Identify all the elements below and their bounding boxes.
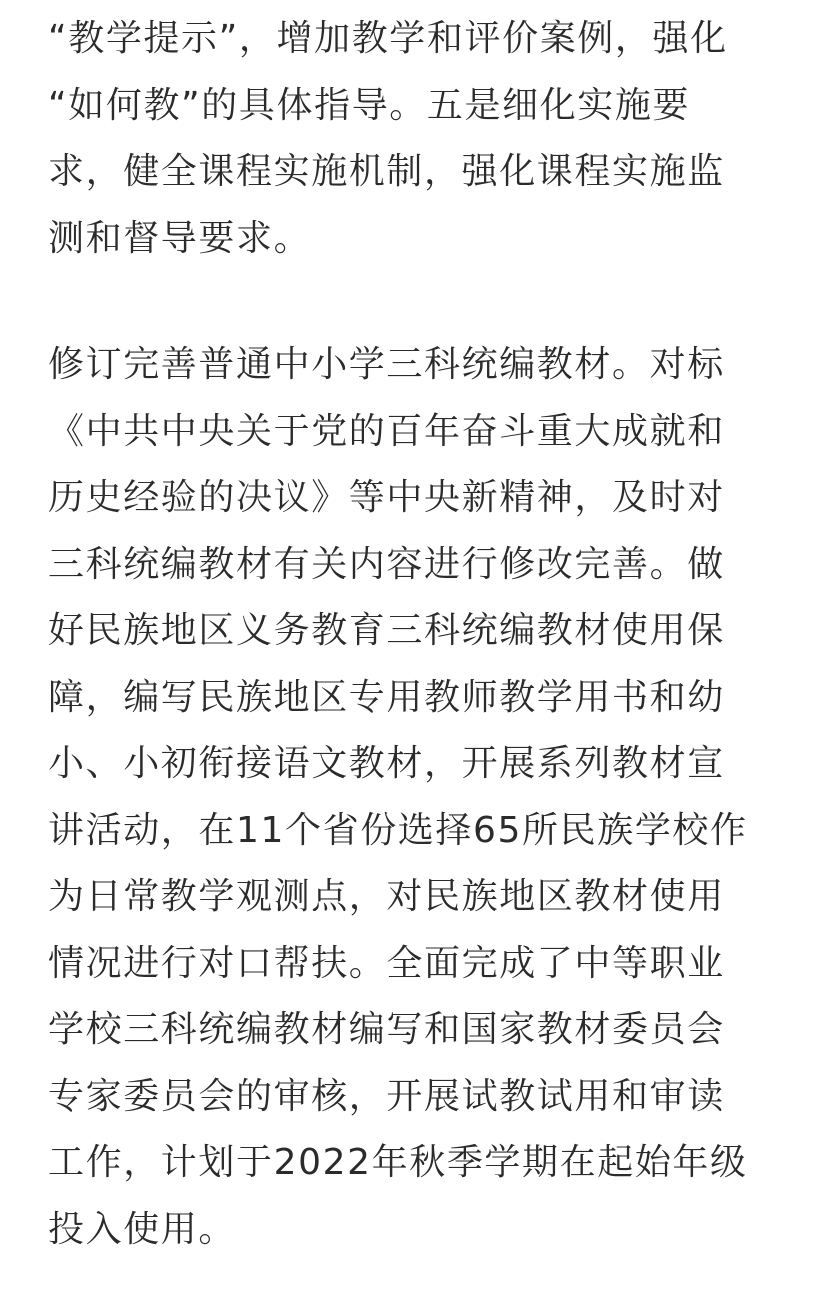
text-line: 为日常教学观测点，对民族地区教材使用 xyxy=(48,876,725,917)
text-line: 好民族地区义务教育三科统编教材使用保 xyxy=(48,610,725,651)
text-line: 投入使用。 xyxy=(48,1208,237,1250)
text-line: 情况进行对口帮扶。全面完成了中等职业 xyxy=(48,942,725,984)
text-line: 障，编写民族地区专用教师教学用书和幼 xyxy=(48,676,725,718)
text-line: 求，健全课程实施机制，强化课程实施监 xyxy=(48,151,725,192)
text-line: “如何教”的具体指导。五是细化实施要 xyxy=(48,84,691,126)
text-line: 《中共中央关于党的百年奋斗重大成就和 xyxy=(48,410,725,452)
text-line: 小、小初衔接语文教材，开展系列教材宣 xyxy=(48,743,725,784)
text-line: 三科统编教材有关内容进行修改完善。做 xyxy=(48,543,725,585)
text-line: 历史经验的决议》等中央新精神，及时对 xyxy=(48,477,725,518)
paragraph-textbook-revision xyxy=(48,332,748,1263)
text-line: 讲活动，在11个省份选择65所民族学校作 xyxy=(48,809,748,851)
text-line: “教学提示”，增加教学和评价案例，强化 xyxy=(48,18,728,59)
text-line: 工作，计划于2022年秋季学期在起始年级 xyxy=(48,1142,748,1183)
text-line: 学校三科统编教材编写和国家教材委员会 xyxy=(48,1009,725,1050)
paragraph-curriculum-guidance xyxy=(48,6,728,272)
text-line: 测和督导要求。 xyxy=(48,217,312,259)
text-line: 专家委员会的审核，开展试教试用和审读 xyxy=(48,1075,725,1117)
text-line: 修订完善普通中小学三科统编教材。对标 xyxy=(48,344,725,385)
